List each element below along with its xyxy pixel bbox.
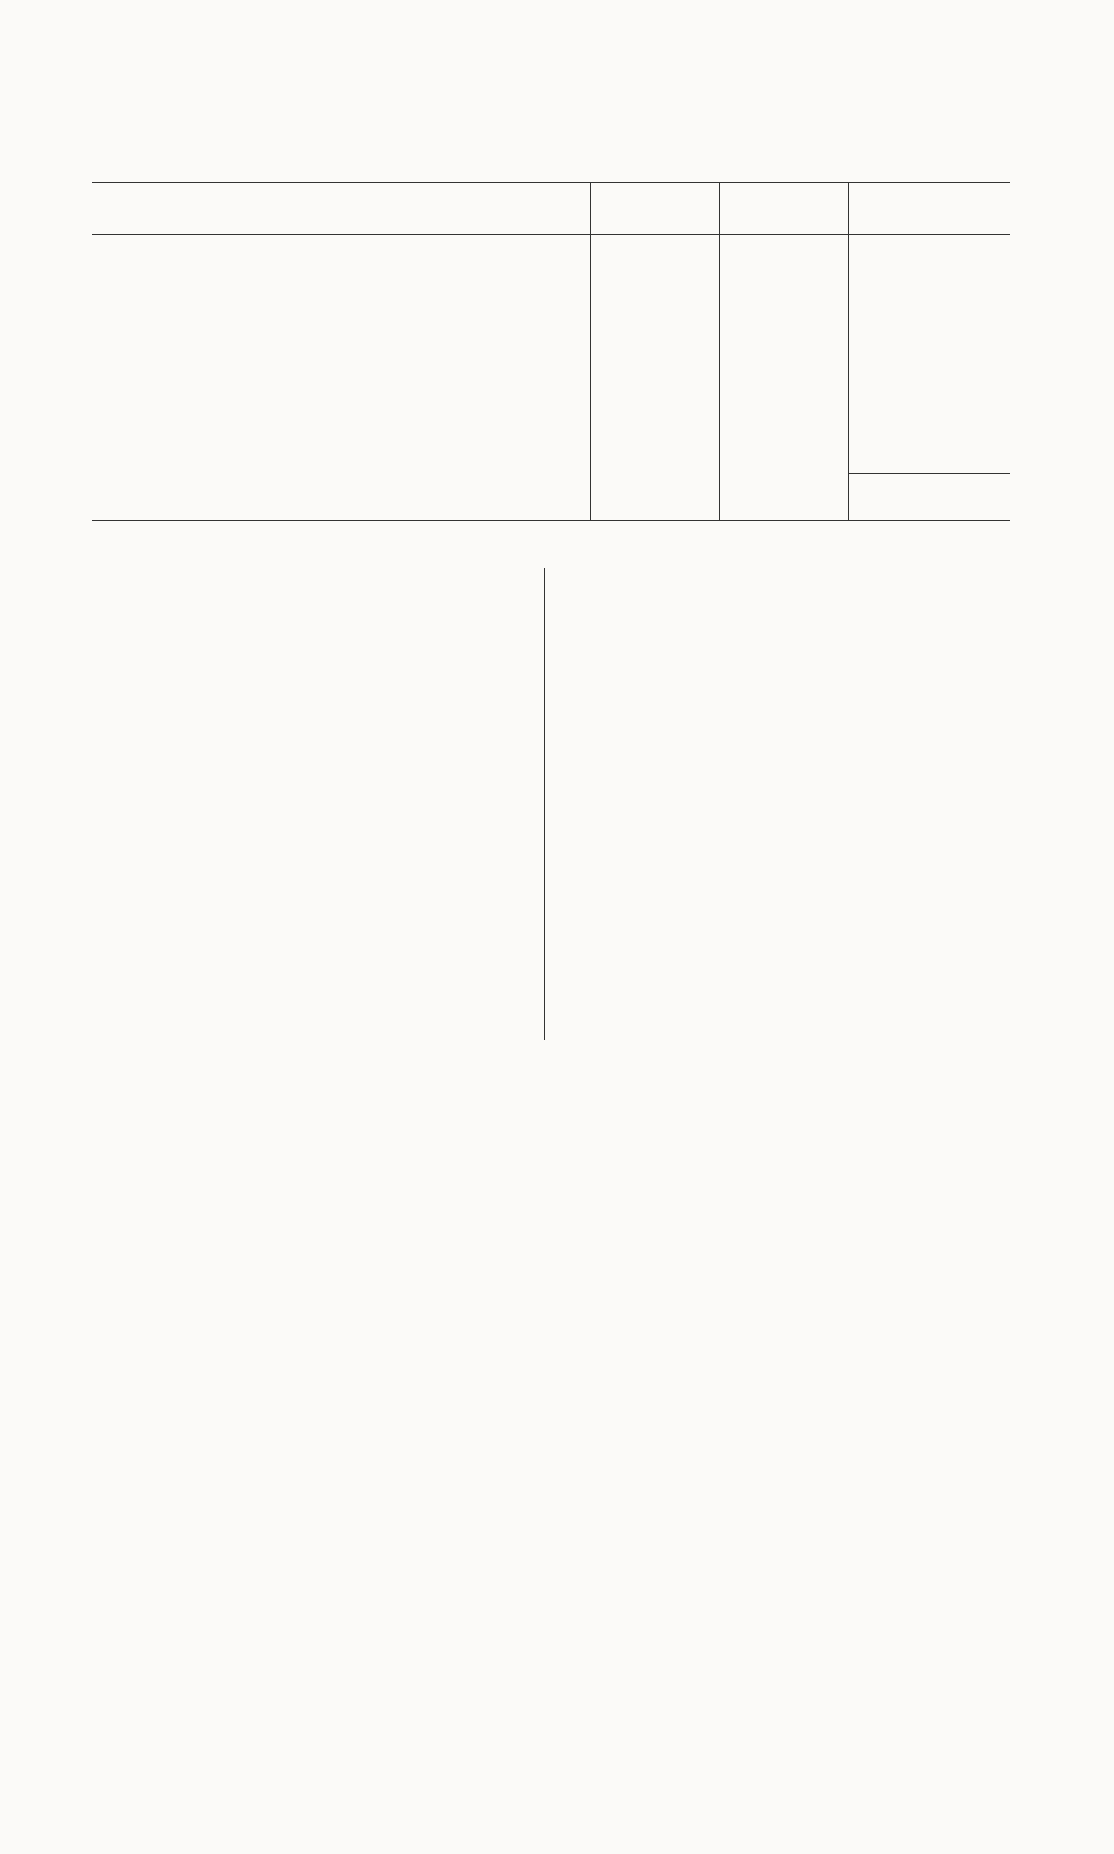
col-divider-1: [590, 183, 591, 520]
table-rule-bottom: [92, 520, 1010, 521]
total-rule: [848, 473, 1010, 474]
table-rule-top: [92, 182, 1010, 183]
balance-center-divider: [544, 568, 545, 1040]
col-divider-3: [848, 183, 849, 520]
col-divider-2: [719, 183, 720, 520]
table-rule-header: [92, 234, 1010, 235]
